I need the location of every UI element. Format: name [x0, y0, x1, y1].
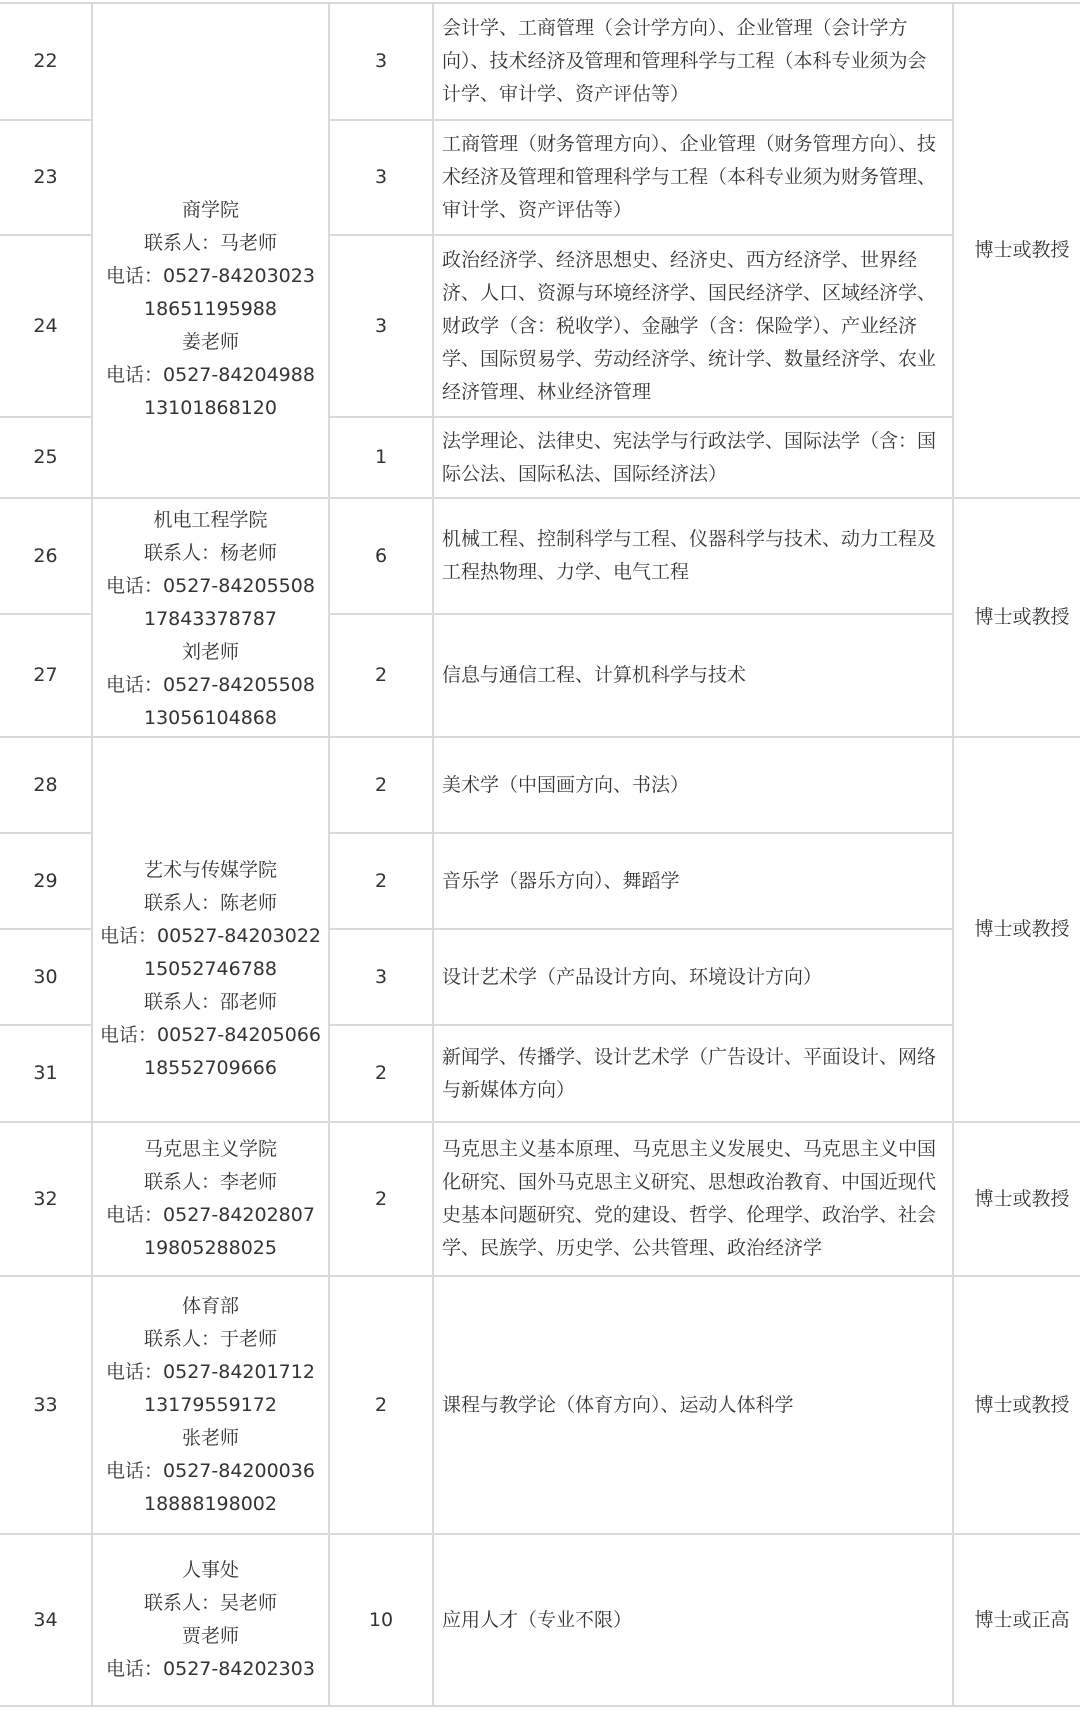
department-name: 机电工程学院	[153, 509, 268, 531]
contact-person: 贾老师	[181, 1625, 239, 1647]
contact-mobile: 15052746788	[144, 957, 277, 980]
position-count: 3	[329, 3, 433, 120]
department-name: 人事处	[181, 1559, 239, 1581]
recruitment-table	[0, 2, 1080, 1707]
row-number: 33	[0, 1276, 92, 1534]
contact-person: 联系人：马老师	[143, 231, 277, 254]
table-row	[0, 1276, 1080, 1534]
qualification-requirement: 博士或教授	[953, 498, 1080, 737]
major-requirements: 马克思主义基本原理、马克思主义发展史、马克思主义中国化研究、国外马克思主义研究、思想政治教育、中国近现代史基本问题研究、党的建设、哲学、伦理学、政治学、社会学、民族学、历史学、公共管理、政治经济学	[433, 1122, 953, 1276]
row-number: 34	[0, 1534, 92, 1706]
contact-phone: 电话：0527-84203023	[106, 264, 315, 287]
contact-person: 联系人：杨老师	[143, 542, 277, 564]
major-requirements: 新闻学、传播学、设计艺术学（广告设计、平面设计、网络与新媒体方向）	[433, 1025, 953, 1122]
row-number: 25	[0, 417, 92, 498]
qualification-requirement: 博士或教授	[953, 3, 1080, 498]
table-row	[0, 1534, 1080, 1706]
row-number: 23	[0, 120, 92, 235]
row-number: 26	[0, 498, 92, 614]
position-count: 2	[329, 614, 433, 737]
contact-person: 联系人：陈老师	[143, 891, 277, 914]
position-count: 2	[329, 1122, 433, 1276]
position-count: 10	[329, 1534, 433, 1706]
major-requirements: 设计艺术学（产品设计方向、环境设计方向）	[433, 929, 953, 1025]
contact-phone: 电话：0527-84200036	[106, 1459, 315, 1482]
contact-mobile: 17843378787	[144, 608, 277, 630]
contact-mobile: 18552709666	[144, 1056, 277, 1079]
position-count: 2	[329, 1025, 433, 1122]
major-requirements: 音乐学（器乐方向）、舞蹈学	[433, 833, 953, 929]
department-cell	[92, 498, 329, 737]
position-count: 3	[329, 120, 433, 235]
contact-phone: 电话：00527-84205066	[99, 1023, 321, 1046]
department-name: 马克思主义学院	[143, 1138, 277, 1160]
contact-phone: 电话：0527-84201712	[106, 1360, 315, 1383]
contact-person: 张老师	[181, 1426, 239, 1449]
row-number: 22	[0, 3, 92, 120]
contact-mobile: 18651195988	[144, 297, 277, 320]
qualification-requirement: 博士或教授	[953, 1122, 1080, 1276]
qualification-requirement: 博士或正高	[953, 1534, 1080, 1706]
contact-phone: 电话：0527-84202807	[106, 1204, 315, 1226]
contact-phone: 电话：0527-84202303	[106, 1658, 315, 1680]
position-count: 2	[329, 1276, 433, 1534]
contact-mobile: 19805288025	[144, 1237, 277, 1259]
major-requirements: 政治经济学、经济思想史、经济史、西方经济学、世界经济、人口、资源与环境经济学、国民经济学、区域经济学、财政学（含：税收学）、金融学（含：保险学）、产业经济学、国际贸易学、劳动经济学、统计学、数量经济学、农业经济管理、林业经济管理	[433, 235, 953, 417]
department-name: 艺术与传媒学院	[143, 858, 277, 881]
contact-person: 姜老师	[181, 330, 239, 353]
major-requirements: 法学理论、法律史、宪法学与行政法学、国际法学（含：国际公法、国际私法、国际经济法）	[433, 417, 953, 498]
major-requirements: 机械工程、控制科学与工程、仪器科学与技术、动力工程及工程热物理、力学、电气工程	[433, 498, 953, 614]
department-cell	[92, 3, 329, 498]
row-number: 31	[0, 1025, 92, 1122]
major-requirements: 工商管理（财务管理方向）、企业管理（财务管理方向）、技术经济及管理和管理科学与工程（本科专业须为财务管理、审计学、资产评估等）	[433, 120, 953, 235]
department-cell	[92, 1534, 329, 1706]
row-number: 30	[0, 929, 92, 1025]
contact-person: 联系人：吴老师	[143, 1592, 277, 1614]
position-count: 2	[329, 737, 433, 833]
row-number: 29	[0, 833, 92, 929]
position-count: 2	[329, 833, 433, 929]
table-row	[0, 3, 1080, 120]
department-cell	[92, 1122, 329, 1276]
contact-phone: 电话：0527-84205508	[106, 575, 315, 597]
department-name: 商学院	[181, 198, 239, 221]
table-row	[0, 737, 1080, 833]
department-name: 体育部	[181, 1294, 239, 1317]
department-cell	[92, 737, 329, 1122]
major-requirements: 美术学（中国画方向、书法）	[433, 737, 953, 833]
position-count: 3	[329, 929, 433, 1025]
position-count: 3	[329, 235, 433, 417]
row-number: 27	[0, 614, 92, 737]
contact-person: 联系人：李老师	[143, 1171, 277, 1193]
contact-mobile: 18888198002	[144, 1492, 277, 1515]
contact-phone: 电话：0527-84205508	[106, 674, 315, 696]
contact-phone: 电话：0527-84204988	[106, 363, 315, 386]
qualification-requirement: 博士或教授	[953, 1276, 1080, 1534]
row-number: 32	[0, 1122, 92, 1276]
qualification-requirement: 博士或教授	[953, 737, 1080, 1122]
contact-mobile: 13056104868	[144, 707, 277, 729]
major-requirements: 信息与通信工程、计算机科学与技术	[433, 614, 953, 737]
contact-person: 刘老师	[181, 641, 239, 663]
major-requirements: 课程与教学论（体育方向）、运动人体科学	[433, 1276, 953, 1534]
table-row	[0, 498, 1080, 614]
contact-mobile: 13101868120	[144, 396, 277, 419]
contact-phone: 电话：00527-84203022	[99, 924, 321, 947]
table-row	[0, 1122, 1080, 1276]
major-requirements: 会计学、工商管理（会计学方向）、企业管理（会计学方向）、技术经济及管理和管理科学与工程（本科专业须为会计学、审计学、资产评估等）	[433, 3, 953, 120]
department-cell	[92, 1276, 329, 1534]
position-count: 6	[329, 498, 433, 614]
row-number: 28	[0, 737, 92, 833]
row-number: 24	[0, 235, 92, 417]
contact-person: 联系人：邵老师	[143, 990, 277, 1013]
contact-person: 联系人：于老师	[143, 1327, 277, 1350]
major-requirements: 应用人才（专业不限）	[433, 1534, 953, 1706]
position-count: 1	[329, 417, 433, 498]
contact-mobile: 13179559172	[144, 1393, 277, 1416]
